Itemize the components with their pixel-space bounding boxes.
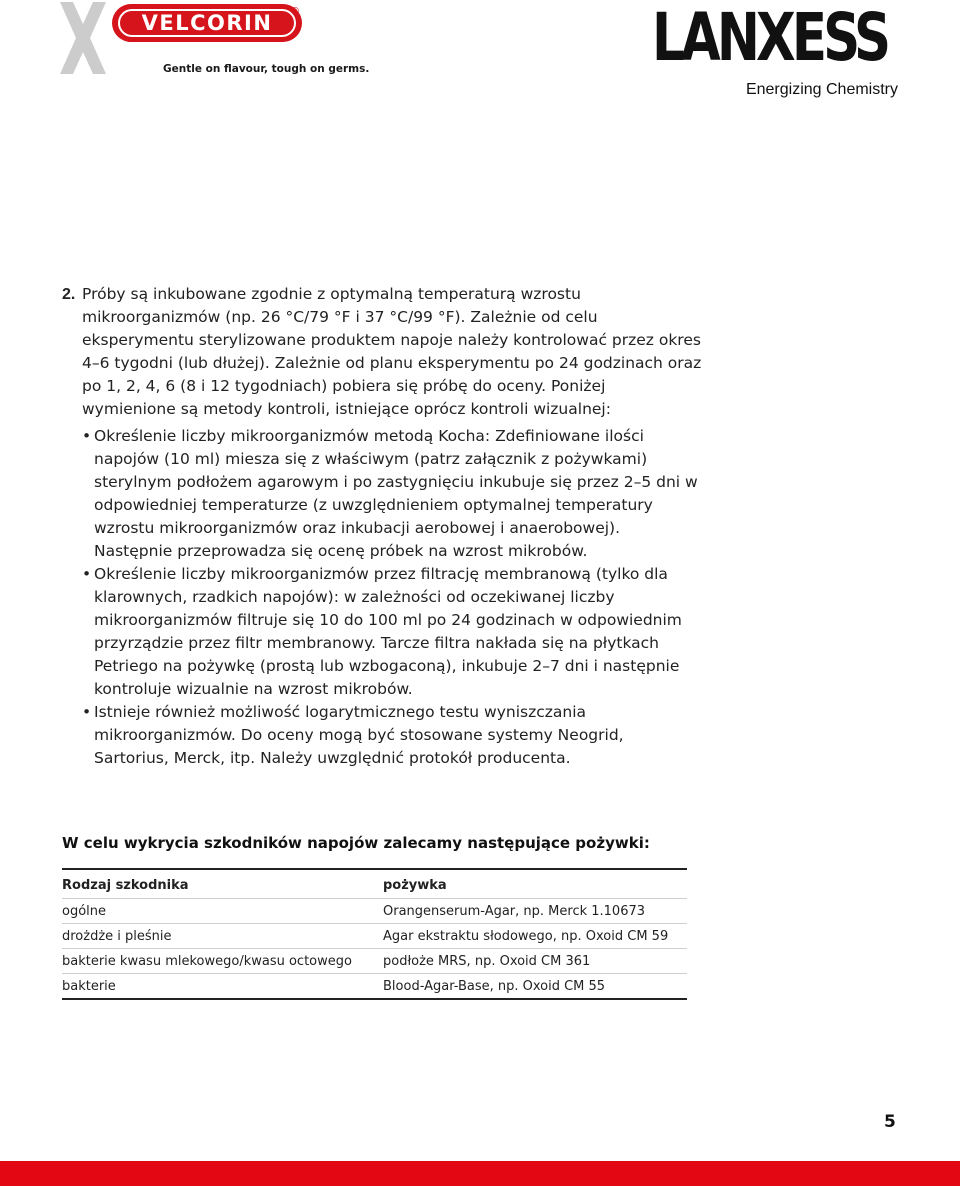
bullet-text: Określenie liczby mikroorganizmów metodą Kocha: Zdefiniowane ilości napojów (10 ml) miesza się z właściwym (patrz załącznik z pożywkami) sterylnym podłożem agarowym i po zastygnięciu inkubuje się przez 2–5 dni w odpowiedniej temperaturze (z uwzględnieniem optymalnej temperatury wzrostu mikroorganizmów oraz inkubacji aerobowej i anaerobowej). Następnie przeprowadza się ocenę próbek na wzrost mikrobów. — [94, 427, 698, 560]
footer-red-bar — [0, 1161, 960, 1186]
numbered-item — [62, 283, 702, 421]
pest-type-cell: ogólne — [62, 899, 383, 924]
list-item — [82, 563, 702, 701]
table-header-row — [62, 869, 687, 899]
pest-type-cell: bakterie — [62, 974, 383, 1000]
table-row — [62, 949, 687, 974]
page-number: 5 — [884, 1112, 896, 1132]
table-row — [62, 974, 687, 1000]
bullet-icon: • — [82, 703, 92, 721]
velcorin-tagline: Gentle on flavour, tough on germs. — [163, 63, 370, 75]
table-row — [62, 899, 687, 924]
list-item — [82, 701, 702, 770]
velcorin-brand-text: VELCORIN — [141, 11, 273, 35]
pest-type-cell: drożdże i pleśnie — [62, 924, 383, 949]
item-number: 2. — [62, 286, 76, 303]
media-section-title: W celu wykrycia szkodników napojów zalecamy następujące pożywki: — [62, 834, 650, 852]
list-item — [82, 425, 702, 563]
medium-cell: Orangenserum-Agar, np. Merck 1.10673 — [383, 899, 687, 924]
bullet-list — [82, 425, 702, 770]
column-header-medium: pożywka — [383, 869, 687, 899]
item-paragraph: Próby są inkubowane zgodnie z optymalną temperaturą wzrostu mikroorganizmów (np. 26 °C/79 °F i 37 °C/99 °F). Zależnie od celu eksperymentu sterylizowane produktem napoje należy kontrolować przez okres 4–6 tygodni (lub dłużej). Zależnie od planu eksperymentu po 24 godzinach oraz po 1, 2, 4, 6 (8 i 12 tygodniach) pobiera się próbę do oceny. Poniżej wymienione są metody kontroli, istniejące oprócz kontroli wizualnej: — [82, 285, 702, 418]
bullet-text: Istnieje również możliwość logarytmicznego testu wyniszczania mikroorganizmów. Do oceny mogą być stosowane systemy Neogrid, Sartorius, Merck, itp. Należy uwzględnić protokół producenta. — [94, 703, 624, 767]
bullet-icon: • — [82, 427, 92, 445]
lanxess-brand-text: LANXESS — [652, 0, 888, 76]
registered-mark: ® — [290, 6, 300, 17]
medium-cell: podłoże MRS, np. Oxoid CM 361 — [383, 949, 687, 974]
x-mark-icon — [60, 2, 106, 74]
table-row — [62, 924, 687, 949]
lanxess-tagline: Energizing Chemistry — [745, 81, 898, 98]
bullet-text: Określenie liczby mikroorganizmów przez filtrację membranową (tylko dla klarownych, rzadkich napojów): w zależności od oczekiwanej liczby mikroorganizmów filtruje się 10 do 100 ml po 24 godzinach w odpowiednim przyrządzie przez filtr membranowy. Tarcze filtra nakłada się na płytkach Petriego na pożywkę (prostą lub wzbogaconą), inkubuje 2–7 dni i następnie kontroluje wizualnie na wzrost mikrobów. — [94, 565, 682, 698]
media-table — [62, 868, 687, 1000]
column-header-pest-type: Rodzaj szkodnika — [62, 869, 383, 899]
bullet-icon: • — [82, 565, 92, 583]
main-section — [62, 283, 702, 770]
lanxess-logo — [652, 2, 902, 102]
medium-cell: Agar ekstraktu słodowego, np. Oxoid CM 59 — [383, 924, 687, 949]
pest-type-cell: bakterie kwasu mlekowego/kwasu octowego — [62, 949, 383, 974]
medium-cell: Blood-Agar-Base, np. Oxoid CM 55 — [383, 974, 687, 1000]
velcorin-badge — [112, 4, 302, 42]
velcorin-logo — [60, 2, 370, 78]
